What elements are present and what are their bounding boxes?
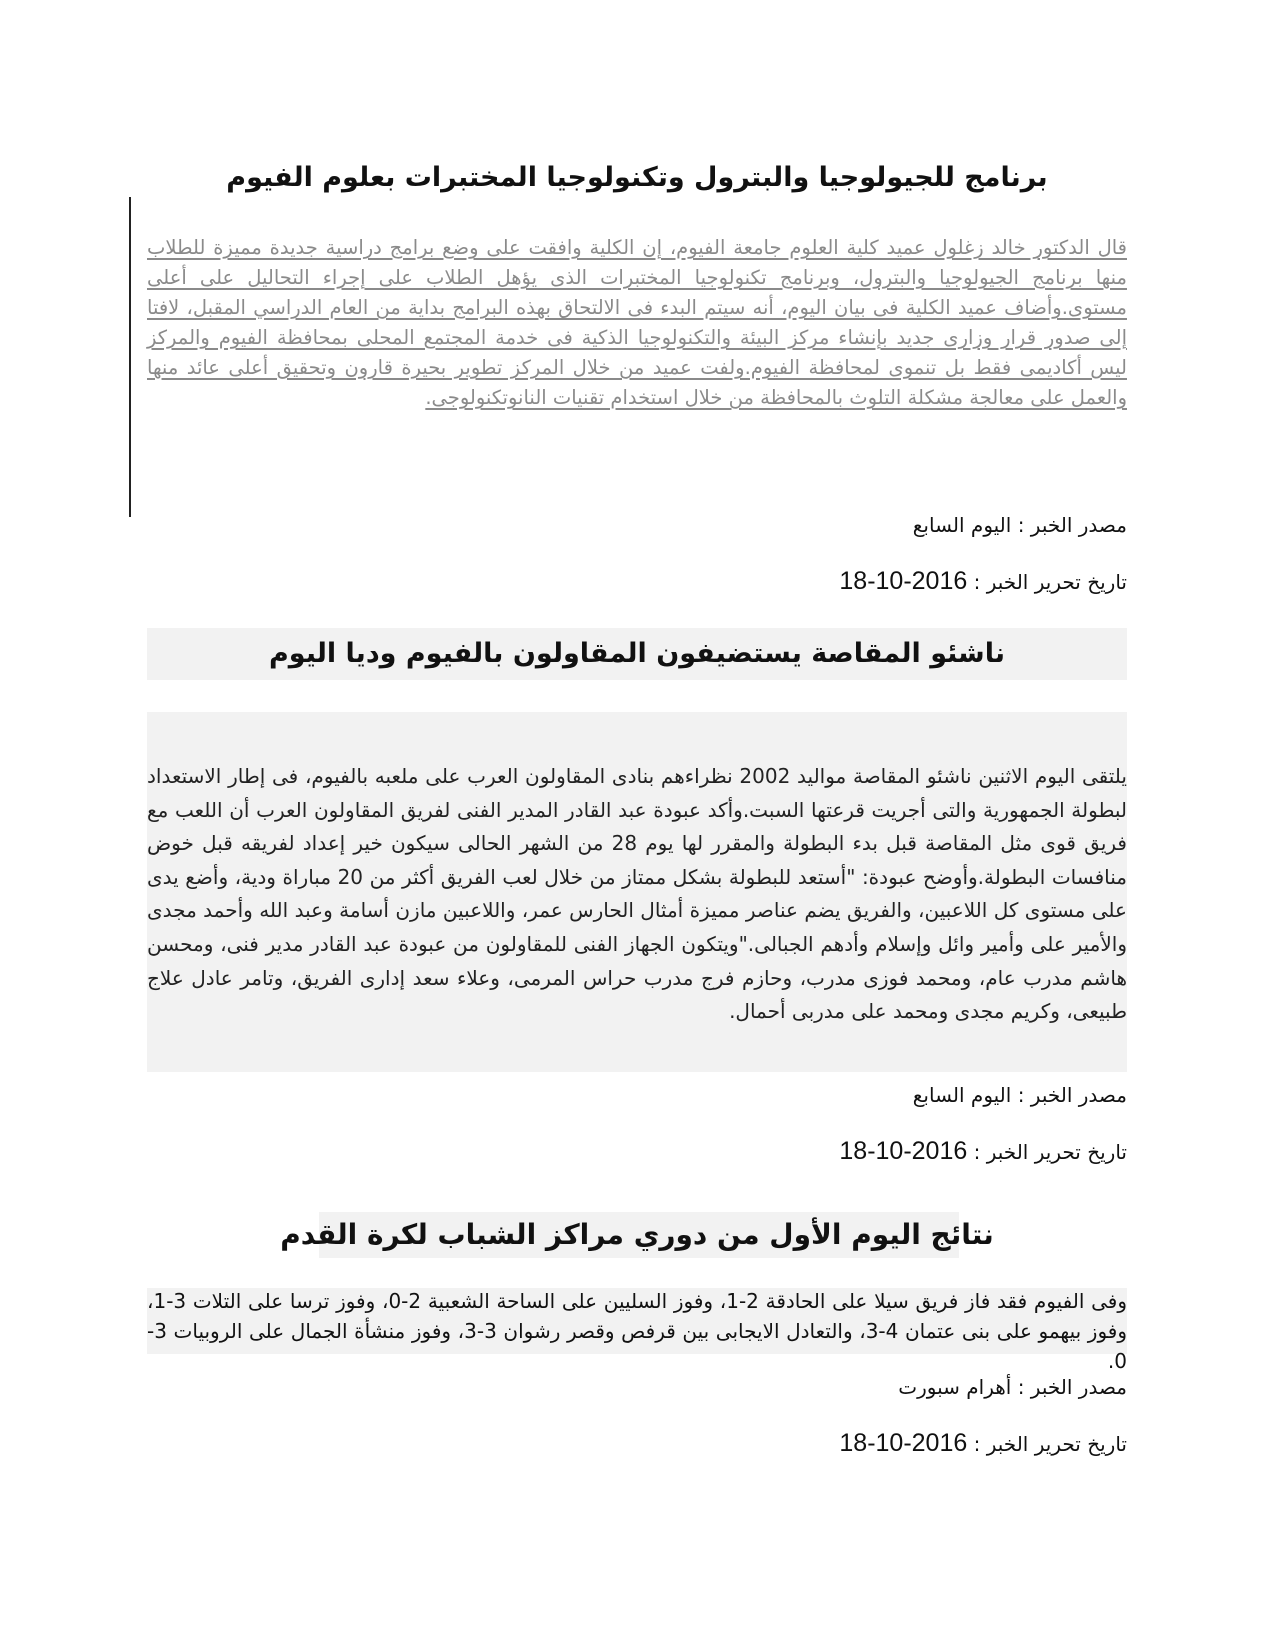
article3-date-label: تاريخ تحرير الخبر : bbox=[967, 1432, 1127, 1456]
article1-body-text: قال الدكتور خالد زغلول عميد كلية العلوم جامعة الفيوم، إن الكلية وافقت على وضع برامج دراسية جديدة مميزة للطلاب منها برنامج الجيولوجيا والبترول، وبرنامج تكنولوجيا المختبرات الذى يؤهل الطلاب على إجراء التحاليل على أعلى مستوى.وأضاف عميد الكلية فى بيان اليوم، أنه سيتم البدء فى الالتحاق بهذه البرامج بداية من العام الدراسي المقبل، لافتا إلى صدور قرار وزارى جديد بإنشاء مركز البيئة والتكنولوجيا الذكية فى خدمة المجتمع المحلى بمحافظة الفيوم والمركز ليس أكاديمى فقط بل تنموى لمحافظة الفيوم.ولفت عميد من خلال المركز تطوير بحيرة قارون وتحقيق أعلى عائد منها والعمل على معالجة مشكلة التلوث بالمحافظة من خلال استخدام تقنيات النانوتكنولوجى. bbox=[147, 236, 1127, 409]
article2-body: يلتقى اليوم الاثنين ناشئو المقاصة مواليد 2002 نظراءهم بنادى المقاولون العرب على ملعبه بالفيوم، فى إطار الاستعداد لبطولة الجمهورية والتى أجريت قرعتها السبت.وأكد عبودة عبد القادر المدير الفنى لفريق المقاولون العرب أن اللعب مع فريق قوى مثل المقاصة قبل بدء البطولة والمقرر لها يوم 28 من الشهر الحالى سيكون خير إعداد لفريقه قبل خوض منافسات البطولة.وأوضح عبودة: "أستعد للبطولة بشكل ممتاز من خلال لعب الفريق أكثر من 20 مباراة ودية، وأضع يدى على مستوى كل اللاعبين، والفريق يضم عناصر مميزة أمثال الحارس عمر، واللاعبين مازن أسامة وعبد الله وأحمد مجدى والأمير على وأمير وائل وإسلام وأدهم الجبالى."ويتكون الجهاز الفنى للمقاولون من عبودة عبد القادر مدير فنى، ومحسن هاشم مدرب عام، ومحمد فوزى مدرب، وحازم فرج مدرب حراس المرمى، وعلاء سعد إدارى الفريق، وتامر عادل علاج طبيعى، وكريم مجدى ومحمد على مدربى أحمال. bbox=[147, 764, 1127, 1024]
article1-source: مصدر الخبر : اليوم السابع bbox=[912, 513, 1127, 537]
article3-body: وفى الفيوم فقد فاز فريق سيلا على الحادقة 2-1، وفوز السليين على الساحة الشعبية 2-0، وفوز ترسا على التلات 3-1، وفوز بيهمو على بنى عتمان 4-3، والتعادل الايجابى بين قرفص وقصر رشوان 3-3، وفوز منشأة الجمال على الروبيات 3-0. bbox=[147, 1289, 1128, 1373]
article2-title: ناشئو المقاصة يستضيفون المقاولون بالفيوم وديا اليوم bbox=[269, 638, 1005, 669]
margin-change-bar bbox=[129, 197, 131, 517]
article1-body bbox=[147, 233, 1127, 413]
article2-source: مصدر الخبر : اليوم السابع bbox=[912, 1083, 1127, 1107]
article1-date-value: 2016-10-18 bbox=[839, 567, 968, 595]
article1-title: برنامج للجيولوجيا والبترول وتكنولوجيا المختبرات بعلوم الفيوم bbox=[226, 162, 1048, 193]
article3-date-value: 2016-10-18 bbox=[839, 1429, 968, 1457]
article1-date-label: تاريخ تحرير الخبر : bbox=[967, 570, 1127, 594]
article2-title-band bbox=[147, 628, 1127, 680]
article1-date bbox=[147, 566, 1127, 597]
article3-source: مصدر الخبر : أهرام سبورت bbox=[898, 1375, 1127, 1399]
article2-date bbox=[147, 1136, 1127, 1167]
article2-date-value: 2016-10-18 bbox=[839, 1137, 968, 1165]
article3-title: نتائج اليوم الأول من دوري مراكز الشباب لكرة القدم bbox=[280, 1218, 994, 1251]
article3-date bbox=[147, 1428, 1127, 1459]
article2-date-label: تاريخ تحرير الخبر : bbox=[967, 1140, 1127, 1164]
